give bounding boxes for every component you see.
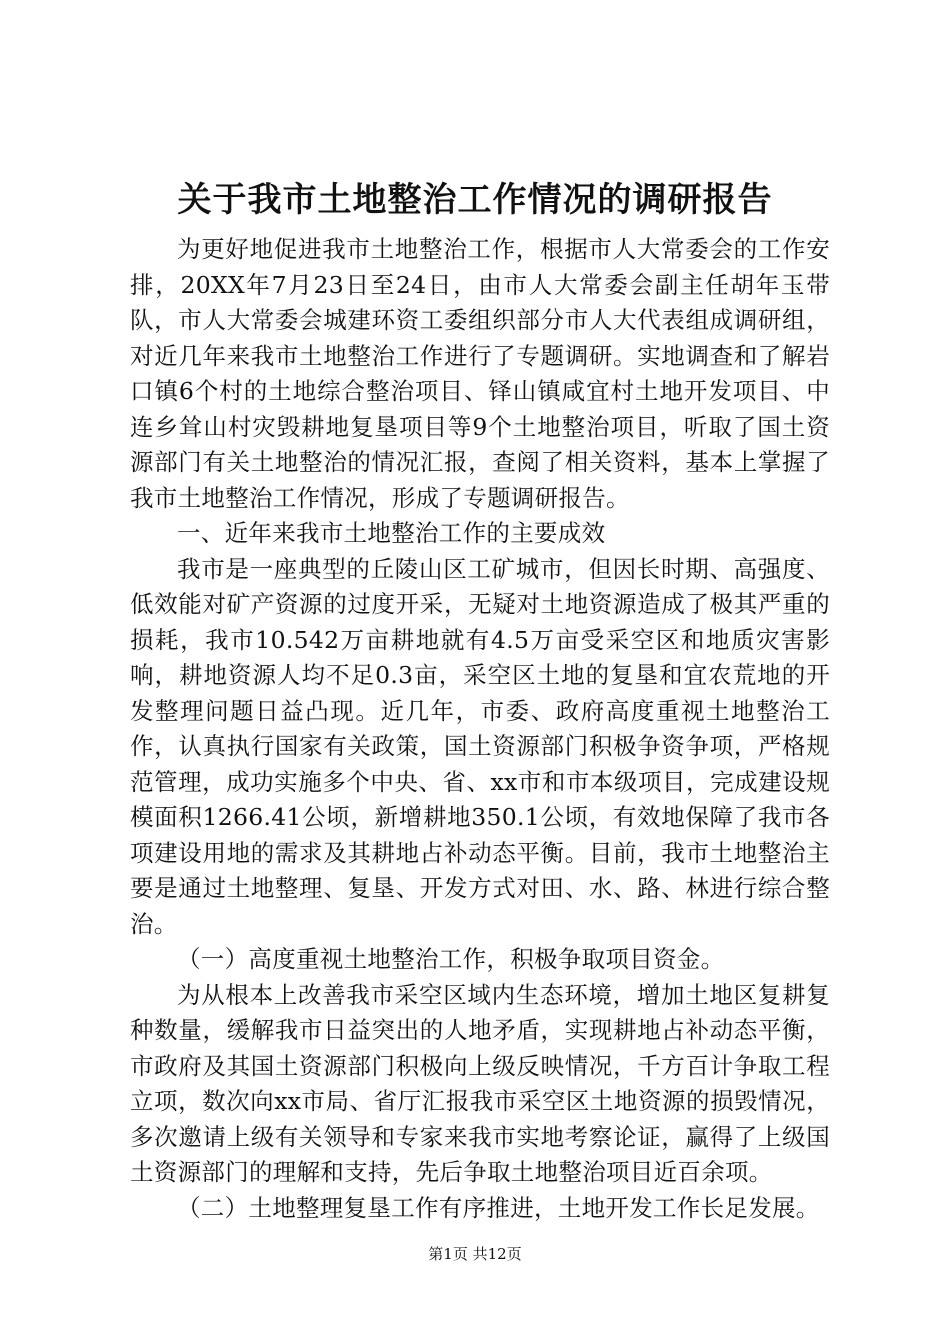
paragraph-funding: 为从根本上改善我市采空区域内生态环境，增加土地区复耕复种数量，缓解我市日益突出的人地矛盾，实现耕地占补动态平衡，市政府及其国土资源部门积极向上级反映情况，千方百计争取工程立项，数次向xx市局、省厅汇报我市采空区土地资源的损毁情况，多次邀请上级有关领导和专家来我市实地考察论证，赢得了上级国土资源部门的理解和支持，先后争取土地整治项目近百余项。 bbox=[130, 980, 830, 1186]
page-footer: 第1页 共12页 bbox=[428, 1245, 522, 1263]
document-title: 关于我市土地整治工作情况的调研报告 bbox=[177, 180, 773, 220]
subsection-heading-1: （一）高度重视土地整治工作，积极争取项目资金。 bbox=[177, 945, 725, 973]
paragraph-intro: 为更好地促进我市土地整治工作，根据市人大常委会的工作安排，20XX年7月23日至24日，由市人大常委会副主任胡年玉带队，市人大常委会城建环资工委组织部分市人大代表组成调研组，对近几年来我市土地整治工作进行了专题调研。实地调查和了解岩口镇6个村的土地综合整治项目、铎山镇咸宜村土地开发项目、中连乡耸山村灾毁耕地复垦项目等9个土地整治项目，听取了国土资源部门有关土地整治的情况汇报，查阅了相关资料，基本上掌握了我市土地整治工作情况，形成了专题调研报告。 bbox=[130, 235, 830, 512]
subsection-heading-2: （二）土地整理复垦工作有序推进，土地开发工作长足发展。 bbox=[177, 1193, 820, 1222]
paragraph-background: 我市是一座典型的丘陵山区工矿城市，但因长时期、高强度、低效能对矿产资源的过度开采，无疑对土地资源造成了极其严重的损耗，我市10.542万亩耕地就有4.5万亩受采空区和地质灾害影响，耕地资源人均不足0.3亩，采空区土地的复垦和宜农荒地的开发整理问题日益凸现。近几年，市委、政府高度重视土地整治工作，认真执行国家有关政策，国土资源部门积极争资争项，严格规范管理，成功实施多个中央、省、xx市和市本级项目，完成建设规模面积1266.41公顷，新增耕地350.1公顷，有效地保障了我市各项建设用地的需求及其耕地占补动态平衡。目前，我市土地整治主要是通过土地整理、复垦、开发方式对田、水、路、林进行综合整治。 bbox=[130, 554, 830, 938]
document-body bbox=[130, 232, 830, 1226]
section-heading-achievements: 一、近年来我市土地整治工作的主要成效 bbox=[177, 519, 606, 547]
